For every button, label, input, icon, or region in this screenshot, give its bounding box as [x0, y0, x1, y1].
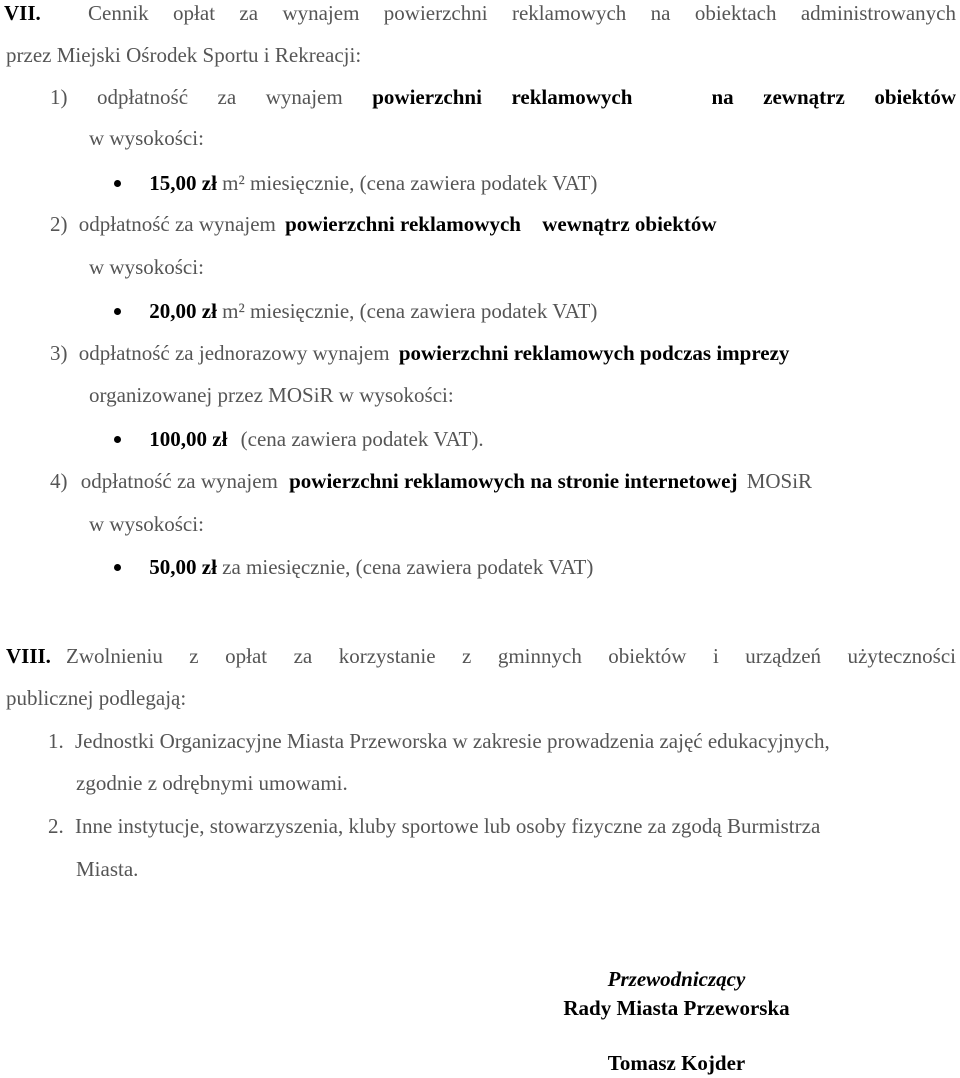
item-3-price-line: 100,00 zł (cena zawiera podatek VAT). — [114, 429, 484, 450]
item-1-continuation: w wysokości: — [89, 126, 204, 150]
signature-name: Tomasz Kojder — [607, 1051, 746, 1075]
item-4-price: 50,00 zł — [149, 555, 217, 579]
signature-body: Rady Miasta Przeworska — [563, 996, 790, 1020]
exemption-2-line1: 2. Inne instytucje, stowarzyszenia, kluby sportowe lub osoby fizyczne za zgodą Burmistrza — [48, 814, 821, 838]
section-8-heading — [6, 646, 956, 667]
item-3-number: 3) — [50, 341, 68, 365]
exemption-2-line2: Miasta. — [76, 857, 139, 881]
signature-role: Przewodniczący — [607, 967, 746, 991]
item-1-line: 1) odpłatność za wynajem powierzchni reklamowych na zewnątrz obiektów — [50, 85, 956, 109]
item-2-continuation: w wysokości: — [89, 255, 204, 279]
item-2-price: 20,00 zł — [149, 299, 217, 323]
item-4-line: 4) odpłatność za wynajem powierzchni reklamowych na stronie internetowej MOSiR — [50, 469, 813, 493]
item-1-price: 15,00 zł — [149, 171, 217, 195]
section-7-heading — [4, 3, 956, 24]
section-8-title-line1: Zwolnieniu z opłat za korzystanie z gminnych obiektów i urządzeń użyteczności — [66, 644, 956, 668]
item-2-price-line: 20,00 zł m² miesięcznie, (cena zawiera podatek VAT) — [114, 301, 597, 322]
bullet-icon — [114, 180, 121, 187]
section-7-title-line1: Cennik opłat za wynajem powierzchni reklamowych na obiektach administrowanych — [88, 1, 956, 25]
item-4-price-line: 50,00 zł za miesięcznie, (cena zawiera podatek VAT) — [114, 557, 593, 578]
item-2-number: 2) — [50, 212, 68, 236]
item-3-continuation: organizowanej przez MOSiR w wysokości: — [89, 383, 454, 407]
item-3-line: 3) odpłatność za jednorazowy wynajem powierzchni reklamowych podczas imprezy — [50, 341, 790, 365]
item-1-price-line: 15,00 zł m² miesięcznie, (cena zawiera podatek VAT) — [114, 173, 597, 194]
item-4-continuation: w wysokości: — [89, 512, 204, 536]
exemption-1-line1: 1. Jednostki Organizacyjne Miasta Przeworska w zakresie prowadzenia zajęć edukacyjnych, — [48, 729, 830, 753]
item-1-number: 1) — [50, 85, 68, 109]
exemption-1-line2: zgodnie z odrębnymi umowami. — [76, 771, 348, 795]
item-3-price: 100,00 zł — [149, 427, 228, 451]
section-7-title-line2: przez Miejski Ośrodek Sportu i Rekreacji: — [6, 43, 362, 67]
item-4-number: 4) — [50, 469, 68, 493]
section-8-number: VIII. — [6, 644, 51, 668]
section-8-title-line2: publicznej podlegają: — [6, 686, 187, 710]
section-7-number: VII. — [4, 1, 41, 25]
bullet-icon — [114, 436, 121, 443]
item-2-line: 2) odpłatność za wynajem powierzchni reklamowych wewnątrz obiektów — [50, 212, 717, 236]
bullet-icon — [114, 564, 121, 571]
bullet-icon — [114, 308, 121, 315]
